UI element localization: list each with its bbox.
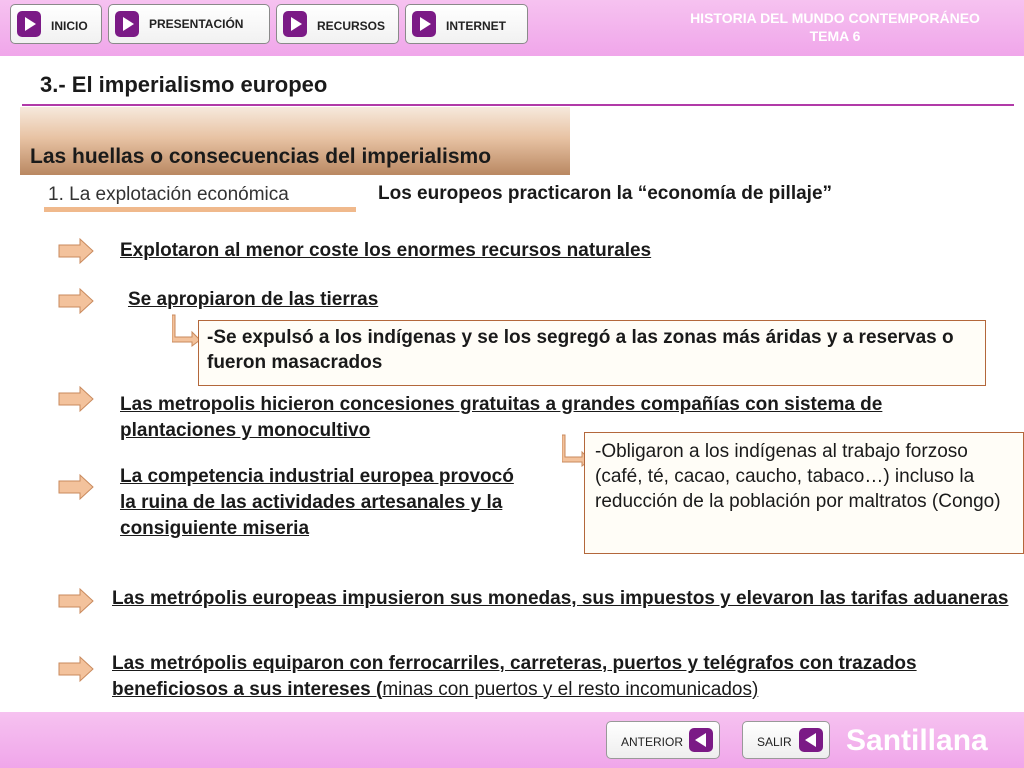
consequence-item-3: Las metropolis hicieron concesiones gratuitas a grandes compañías con sistema de plantaciones y monocultivo bbox=[120, 394, 883, 441]
callout-tierras bbox=[198, 320, 986, 386]
consequence-item-5: Las metrópolis europeas impusieron sus monedas, sus impuestos y elevaron las tarifas aduaneras bbox=[112, 588, 1009, 609]
play-icon bbox=[412, 11, 436, 37]
nav-recursos-button[interactable] bbox=[276, 4, 399, 44]
nav-internet-button[interactable] bbox=[405, 4, 528, 44]
consequence-item-1: Explotaron al menor coste los enormes recursos naturales bbox=[120, 240, 652, 261]
play-icon bbox=[17, 11, 41, 37]
back-arrow-icon bbox=[799, 728, 823, 752]
arrow-right-icon bbox=[58, 472, 94, 502]
consequence-item-2: Se apropiaron de las tierras bbox=[128, 289, 379, 310]
point-underline bbox=[44, 207, 356, 212]
section-title: 3.- El imperialismo europeo bbox=[40, 72, 328, 97]
callout-trabajo-forzoso bbox=[584, 432, 1024, 554]
anterior-button[interactable] bbox=[606, 721, 720, 759]
arrow-right-icon bbox=[58, 236, 94, 266]
point-intro: Los europeos practicaron la “economía de pillaje” bbox=[378, 183, 833, 204]
callout-tierras-text: -Se expulsó a los indígenas y se los segregó a las zonas más áridas y a reservas o fueron masacrados bbox=[207, 327, 954, 373]
salir-button[interactable] bbox=[742, 721, 830, 759]
consequence-item-6 bbox=[112, 651, 1012, 703]
course-title bbox=[640, 9, 1024, 45]
subheading-text: Las huellas o consecuencias del imperialismo bbox=[30, 145, 492, 168]
play-icon bbox=[115, 11, 139, 37]
anterior-label: ANTERIOR bbox=[621, 735, 684, 749]
course-title-line1: HISTORIA DEL MUNDO CONTEMPORÁNEO bbox=[690, 10, 980, 26]
consequence-item-4: La competencia industrial europea provocó la ruina de las actividades artesanales y la consiguiente miseria bbox=[120, 466, 514, 539]
consequence-item-6-normal: minas con puertos y el resto incomunicados) bbox=[382, 679, 759, 700]
nav-inicio-label: INICIO bbox=[51, 19, 88, 33]
section-divider bbox=[22, 104, 1014, 106]
arrow-right-icon bbox=[58, 654, 94, 684]
consequence-item-6-bold: Las metrópolis equiparon con ferrocarriles, carreteras, puertos y telégrafos con trazados beneficiosos a sus intereses ( bbox=[112, 653, 917, 700]
callout-trabajo-forzoso-text: -Obligaron a los indígenas al trabajo forzoso (café, té, cacao, caucho, tabaco…) incluso la reducción de la población por maltratos (Congo) bbox=[595, 441, 1001, 512]
nav-presentacion-button[interactable] bbox=[108, 4, 270, 44]
brand-logo: Santillana bbox=[846, 724, 988, 757]
course-title-line2: TEMA 6 bbox=[809, 28, 861, 44]
play-icon bbox=[283, 11, 307, 37]
nav-presentacion-label: PRESENTACIÓN bbox=[149, 17, 244, 31]
arrow-right-icon bbox=[58, 586, 94, 616]
nav-recursos-label: RECURSOS bbox=[317, 19, 386, 33]
salir-label: SALIR bbox=[757, 735, 792, 749]
nav-internet-label: INTERNET bbox=[446, 19, 506, 33]
nav-inicio-button[interactable] bbox=[10, 4, 102, 44]
arrow-right-icon bbox=[58, 286, 94, 316]
arrow-right-icon bbox=[58, 384, 94, 414]
back-arrow-icon bbox=[689, 728, 713, 752]
point-label: 1. La explotación económica bbox=[48, 184, 289, 205]
subheading-banner bbox=[20, 107, 570, 175]
